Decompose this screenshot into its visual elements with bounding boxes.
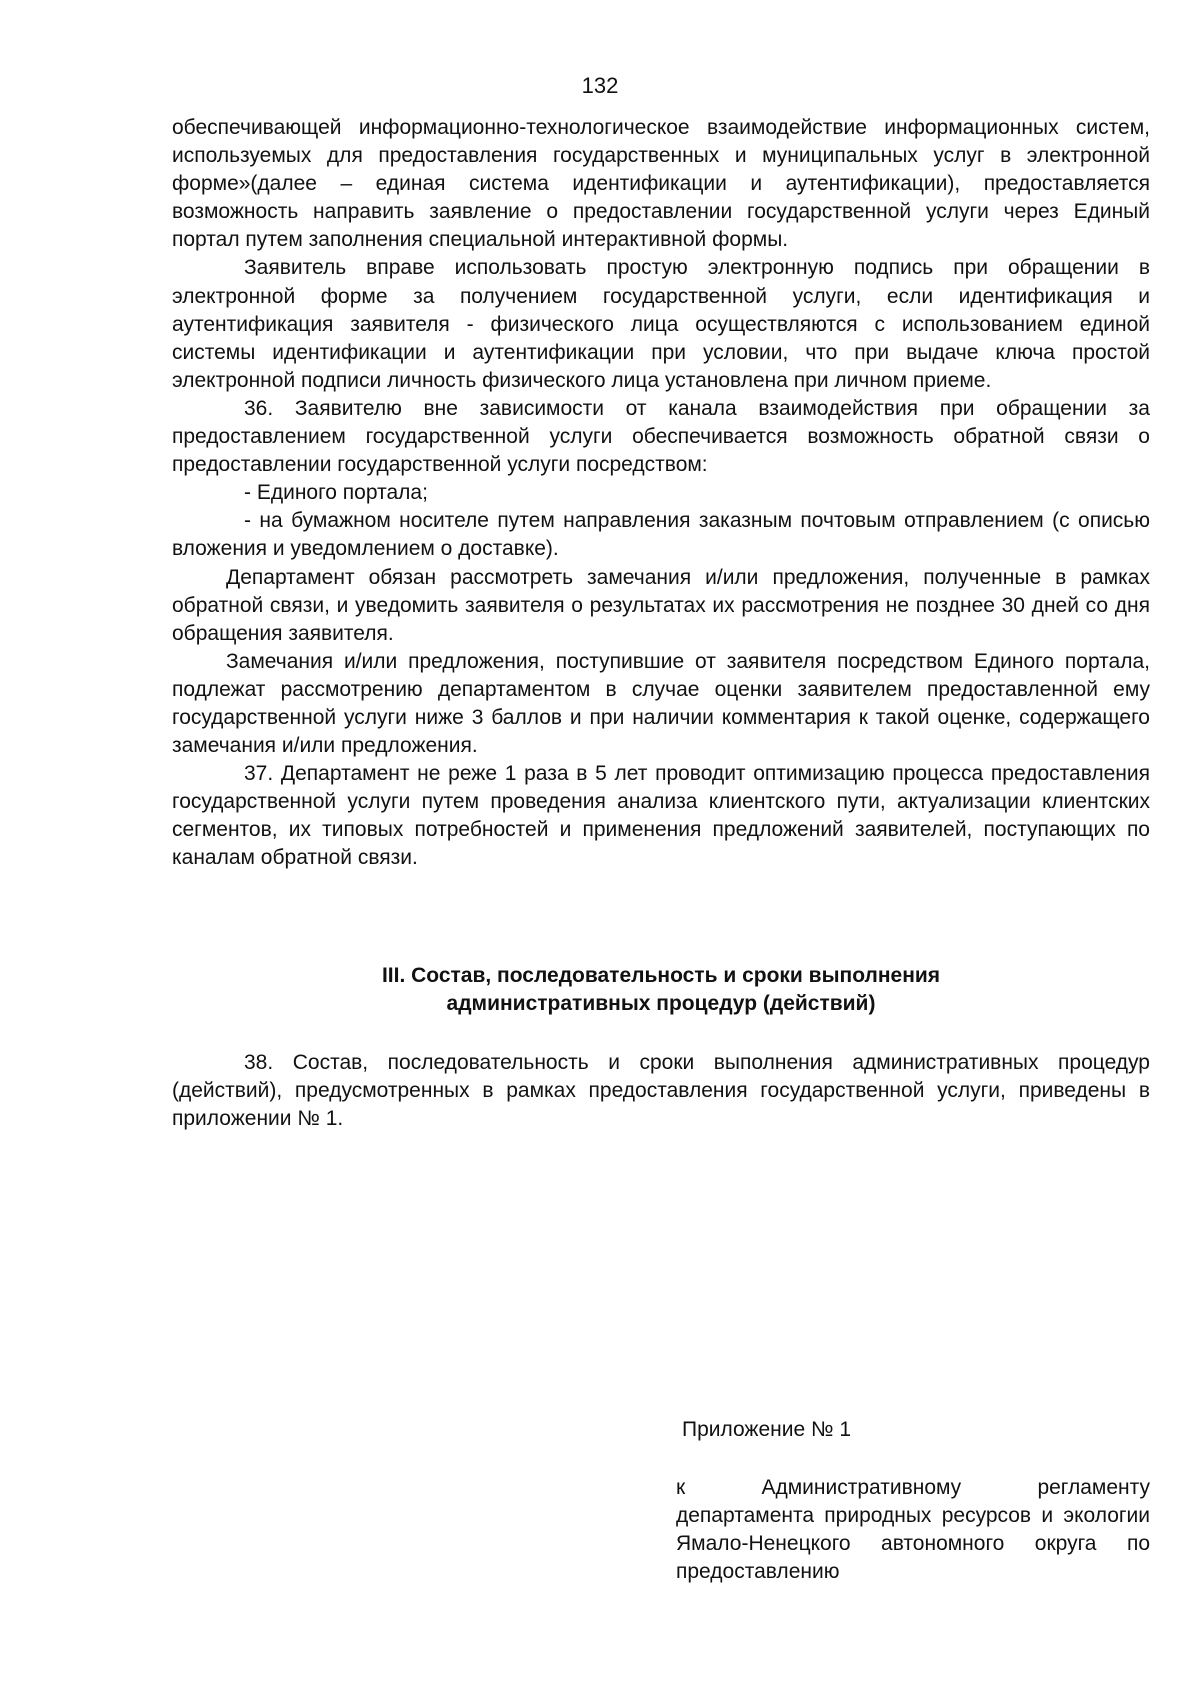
paragraph-remarks: Замечания и/или предложения, поступившие от заявителя посредством Единого портала, подлежат рассмотрению департаментом в случае оценки заявителем предоставленной ему государственной услуги ниже 3 баллов и при наличии комментария к такой оценке, содержащего замечания и/или предложения. <box>172 649 1150 758</box>
appendix-text: к Административному регламенту департамента природных ресурсов и экологии Ямало-Ненецкого автономного округа по предоставлению <box>676 1476 1150 1583</box>
section-heading <box>172 962 1150 1018</box>
appendix-title: Приложение № 1 <box>682 1418 852 1441</box>
section-heading-line-1: III. Состав, последовательность и сроки выполнения <box>381 964 941 987</box>
list-item-paper: - на бумажном носителе путем направления заказным почтовым отправлением (с описью вложения и уведомлением о доставке). <box>172 509 1150 561</box>
page-number: 132 <box>581 73 619 98</box>
body-text <box>172 114 1150 873</box>
paragraph-electronic-signature: Заявитель вправе использовать простую электронную подпись при обращении в электронной форме за получением государственной услуги, если идентификация и аутентификация заявителя - физического лица осуществляются с использованием единой системы идентификации и аутентификации при условии, что при выдаче ключа простой электронной подписи личность физического лица установлена при личном приеме. <box>172 256 1150 392</box>
paragraph-38: 38. Состав, последовательность и сроки выполнения административных процедур (действий), предусмотренных в рамках предоставления государственной услуги, приведены в приложении № 1. <box>172 1051 1150 1131</box>
paragraph-continuation: обеспечивающей информационно-технологическое взаимодействие информационных систем, используемых для предоставления государственных и муниципальных услуг в электронной форме»(далее – единая система идентификации и аутентификации), предоставляется возможность направить заявление о предоставлении государственной услуги через Единый портал путем заполнения специальной интерактивной формы. <box>172 116 1150 252</box>
list-item-portal: - Единого портала; <box>244 481 428 505</box>
paragraph-37: 37. Департамент не реже 1 раза в 5 лет проводит оптимизацию процесса предоставления государственной услуги путем проведения анализа клиентского пути, актуализации клиентских сегментов, их типовых потребностей и применения предложений заявителей, поступающих по каналам обратной связи. <box>172 762 1150 870</box>
paragraph-department-obligation: Департамент обязан рассмотреть замечания и/или предложения, полученные в рамках обратной связи, и уведомить заявителя о результатах их рассмотрения не позднее 30 дней со дня обращения заявителя. <box>172 565 1150 645</box>
section-heading-line-2: административных процедур (действий) <box>446 992 876 1015</box>
paragraph-36: 36. Заявителю вне зависимости от канала взаимодействия при обращении за предоставлением государственной услуги обеспечивается возможность обратной связи о предоставлении государственной услуги посредством: <box>172 396 1150 477</box>
